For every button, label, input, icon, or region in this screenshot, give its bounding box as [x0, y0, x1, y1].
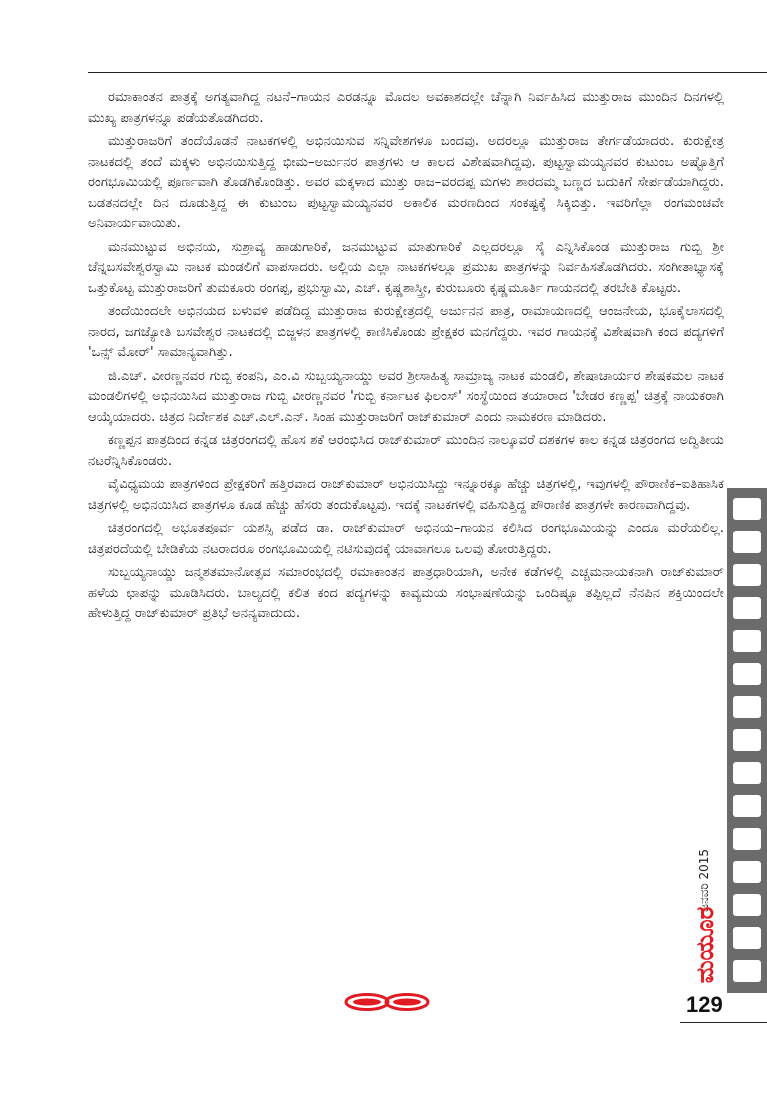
- masthead-logo: [687, 900, 721, 990]
- issue-date-text: ಜನವರಿ 2015: [697, 848, 712, 912]
- film-frame: [733, 960, 761, 982]
- film-frame: [733, 696, 761, 718]
- film-strip-decoration: [727, 488, 767, 993]
- film-frame: [733, 894, 761, 916]
- top-rule: [88, 72, 767, 73]
- film-frame: [733, 498, 761, 520]
- paragraph-8: ಚಿತ್ರರಂಗದಲ್ಲಿ ಅಭೂತಪೂರ್ವ ಯಶಸ್ಸಿ ಪಡೆದ ಡಾ. ರಾಜ್‌ಕುಮಾರ್ ಅಭಿನಯ–ಗಾಯನ ಕಲಿಸಿದ ರಂಗಭೂಮಿಯನ್ನು ಎಂದೂ ಮರೆಯಲಿಲ್ಲ. ಚಿತ್ರಪರದೆಯಲ್ಲಿ ಬೇಡಿಕೆಯ ನಟರಾದರೂ ರಂಗಭೂಮಿಯಲ್ಲಿ ನಟಿಸುವುದಕ್ಕೆ ಯಾವಾಗಲೂ ಒಲವು ತೋರುತ್ತಿದ್ದರು.: [88, 521, 724, 557]
- article-body: [88, 88, 724, 628]
- paragraph-5: ಜಿ.ಎಚ್. ವೀರಣ್ಣನವರ ಗುಬ್ಬಿ ಕಂಪನಿ, ಎಂ.ವಿ ಸುಬ್ಬಯ್ಯನಾಯ್ಡು ಅವರ ಶ್ರೀಸಾಹಿತ್ಯ ಸಾಮ್ರಾಜ್ಯ ನಾಟಕ ಮಂಡಲಿ, ಶೇಷಾಚಾರ್ಯರ ಶೇಷಕಮಲ ನಾಟಕ ಮಂಡಲಿಗಳಲ್ಲಿ ಅಭಿನಯಿಸಿದ ಮುತ್ತುರಾಜ ಗುಬ್ಬಿ ವೀರಣ್ಣನವರ 'ಗುಬ್ಬಿ ಕರ್ನಾಟಕ ಫಿಲಂಸ್' ಸಂಸ್ಥೆಯಿಂದ ತಯಾರಾದ 'ಬೇಡರ ಕಣ್ಣಪ್ಪ' ಚಿತ್ರಕ್ಕೆ ನಾಯಕರಾಗಿ ಆಯ್ಕೆಯಾದರು. ಚಿತ್ರದ ನಿರ್ದೇಶಕ ಎಚ್.ಎಲ್.ಎನ್. ಸಿಂಹ ಮುತ್ತುರಾಜರಿಗೆ ರಾಜ್‌ಕುಮಾರ್ ಎಂದು ನಾಮಕರಣ ಮಾಡಿದರು.: [88, 368, 724, 425]
- film-frame: [733, 795, 761, 817]
- film-frame: [733, 630, 761, 652]
- film-frame: [733, 531, 761, 553]
- film-frame: [733, 828, 761, 850]
- film-frame: [733, 927, 761, 949]
- paragraph-1: ರಮಾಕಾಂತನ ಪಾತ್ರಕ್ಕೆ ಅಗತ್ಯವಾಗಿದ್ದ ನಟನೆ–ಗಾಯನ ಎರಡನ್ನೂ ಮೊದಲ ಅವಕಾಶದಲ್ಲೇ ಚೆನ್ನಾಗಿ ನಿರ್ವಹಿಸಿದ ಮುತ್ತುರಾಜ ಮುಂದಿನ ದಿನಗಳಲ್ಲಿ ಮುಖ್ಯ ಪಾತ್ರಗಳನ್ನೂ ಪಡೆಯತೊಡಗಿದರು.: [88, 90, 724, 126]
- paragraph-3: ಮನಮುಟ್ಟುವ ಅಭಿನಯ, ಸುಶ್ರಾವ್ಯ ಹಾಡುಗಾರಿಕೆ, ಜನಮುಟ್ಟುವ ಮಾತುಗಾರಿಕೆ ಎಲ್ಲದರಲ್ಲೂ ಸೈ ಎನ್ನಿಸಿಕೊಂಡ ಮುತ್ತುರಾಜ ಗುಬ್ಬಿ ಶ್ರೀ ಚೆನ್ನಬಸವೇಶ್ವರಸ್ವಾಮಿ ನಾಟಕ ಮಂಡಲಿಗೆ ವಾಪಸಾದರು. ಅಲ್ಲಿಯ ಎಲ್ಲಾ ನಾಟಕಗಳಲ್ಲೂ ಪ್ರಮುಖ ಪಾತ್ರಗಳನ್ನು ನಿರ್ವಹಿಸತೊಡಗಿದರು. ಸಂಗೀತಾಭ್ಯಾಸಕ್ಕೆ ಒತ್ತುಕೊಟ್ಟ ಮುತ್ತುರಾಜರಿಗೆ ತುಮಕೂರು ರಂಗಪ್ಪ, ಪ್ರಭುಸ್ವಾಮಿ, ಎಚ್. ಕೃಷ್ಣಶಾಸ್ತ್ರೀ, ಕುರುಬೂರು ಕೃಷ್ಣಮೂರ್ತಿ ಗಾಯನದಲ್ಲಿ ತರಬೇತಿ ಕೊಟ್ಟರು.: [88, 239, 724, 296]
- paragraph-2: ಮುತ್ತುರಾಜರಿಗೆ ತಂದೆಯೊಡನೆ ನಾಟಕಗಳಲ್ಲಿ ಅಭಿನಯಿಸುವ ಸನ್ನಿವೇಶಗಳೂ ಬಂದವು. ಅದರಲ್ಲೂ ಮುತ್ತುರಾಜ ತೇರ್ಗಡೆಯಾದರು. ಕುರುಕ್ಷೇತ್ರ ನಾಟಕದಲ್ಲಿ ತಂದೆ ಮಕ್ಕಳು ಅಭಿನಯಿಸುತ್ತಿದ್ದ ಭೀಮ–ಅರ್ಜುನರ ಪಾತ್ರಗಳು ಆ ಕಾಲದ ವಿಶೇಷವಾಗಿದ್ದವು. ಪುಟ್ಟಸ್ವಾಮಯ್ಯನವರ ಕುಟುಂಬ ಅಷ್ಟೊತ್ತಿಗೆ ರಂಗಭೂಮಿಯಲ್ಲಿ ಪೂರ್ಣವಾಗಿ ತೊಡಗಿಕೊಂಡಿತ್ತು. ಅವರ ಮಕ್ಕಳಾದ ಮುತ್ತು ರಾಜ–ವರದಪ್ಪ ಮಗಳು ಶಾರದಮ್ಮ ಬಣ್ಣದ ಬದುಕಿಗೆ ಸೇರ್ಪಡೆಯಾಗಿದ್ದರು. ಬಡತನದಲ್ಲೇ ದಿನ ದೂಡುತ್ತಿದ್ದ ಈ ಕುಟುಂಬ ಪುಟ್ಟಸ್ವಾಮಯ್ಯನವರ ಅಕಾಲಿಕ ಮರಣದಿಂದ ಸಂಕಷ್ಟಕ್ಕೆ ಸಿಕ್ಕಿಬಿತ್ತು. ಇವರಿಗೆಲ್ಲಾ ರಂಗಮಂಚವೇ ಅನಿವಾರ್ಯವಾಯಿತು.: [88, 134, 724, 231]
- masthead-logo-text: ಮಯೂರ: [691, 906, 719, 984]
- paragraph-7: ವೈವಿಧ್ಯಮಯ ಪಾತ್ರಗಳಿಂದ ಪ್ರೇಕ್ಷಕರಿಗೆ ಹತ್ತಿರವಾದ ರಾಜ್‌ಕುಮಾರ್ ಅಭಿನಯಿಸಿದ್ದು ಇನ್ನೂರಕ್ಕೂ ಹೆಚ್ಚು ಚಿತ್ರಗಳಲ್ಲಿ, ಇವುಗಳಲ್ಲಿ ಪೌರಾಣಿಕ–ಐತಿಹಾಸಿಕ ಚಿತ್ರಗಳಲ್ಲಿ ಅಭಿನಯಿಸಿದ ಪಾತ್ರಗಳೂ ಕೂಡ ಹೆಚ್ಚು ಹೆಸರು ತಂದುಕೊಟ್ಟವು. ಇದಕ್ಕೆ ನಾಟಕಗಳಲ್ಲಿ ವಹಿಸುತ್ತಿದ್ದ ಪೌರಾಣಿಕ ಪಾತ್ರಗಳೇ ಕಾರಣವಾಗಿದ್ದವು.: [88, 477, 724, 513]
- film-frame: [733, 597, 761, 619]
- film-frame: [733, 861, 761, 883]
- film-frame: [733, 564, 761, 586]
- paragraph-9: ಸುಬ್ಬಯ್ಯನಾಯ್ಡು ಜನ್ಮಶತಮಾನೋತ್ಸವ ಸಮಾರಂಭದಲ್ಲಿ ರಮಾಕಾಂತನ ಪಾತ್ರಧಾರಿಯಾಗಿ, ಅನೇಕ ಕಡೆಗಳಲ್ಲಿ ಎಚ್ಚಮನಾಯಕನಾಗಿ ರಾಜ್‌ಕುಮಾರ್ ಹಳೆಯ ಛಾಪನ್ನು ಮೂಡಿಸಿದರು. ಬಾಲ್ಯದಲ್ಲಿ ಕಲಿತ ಕಂದ ಪದ್ಯಗಳನ್ನು ಕಾವ್ಯಮಯ ಸಂಭಾಷಣೆಯನ್ನು ಒಂದಿಷ್ಟೂ ತಪ್ಪಿಲ್ಲದೆ ನೆನಪಿನ ಶಕ್ತಿಯಿಂದಲೇ ಹೇಳುತ್ತಿದ್ದ ರಾಜ್‌ಕುಮಾರ್ ಪ್ರತಿಭೆ ಅನನ್ಯವಾದುದು.: [88, 565, 724, 621]
- film-frame: [733, 762, 761, 784]
- page-ornament: [337, 990, 437, 1014]
- paragraph-4: ತಂದೆಯಿಂದಲೇ ಅಭಿನಯದ ಬಳುವಳಿ ಪಡೆದಿದ್ದ ಮುತ್ತುರಾಜ ಕುರುಕ್ಷೇತ್ರದಲ್ಲಿ ಅರ್ಜುನನ ಪಾತ್ರ, ರಾಮಾಯಣದಲ್ಲಿ ಆಂಜನೇಯ, ಭೂಕೈಲಾಸದಲ್ಲಿ ನಾರದ, ಜಗಜ್ಯೋತಿ ಬಸವೇಶ್ವರ ನಾಟಕದಲ್ಲಿ ಬಿಜ್ಜಳನ ಪಾತ್ರಗಳಲ್ಲಿ ಕಾಣಿಸಿಕೊಂಡು ಪ್ರೇಕ್ಷಕರ ಮನಗೆದ್ದರು. ಇವರ ಗಾಯನಕ್ಕೆ ವಿಶೇಷವಾಗಿ ಕಂದ ಪದ್ಯಗಳಿಗೆ 'ಒನ್ಸ್ ಮೋರ್' ಸಾಮಾನ್ಯವಾಗಿತ್ತು.: [88, 304, 724, 360]
- paragraph-6: ಕಣ್ಣಪ್ಪನ ಪಾತ್ರದಿಂದ ಕನ್ನಡ ಚಿತ್ರರಂಗದಲ್ಲಿ ಹೊಸ ಶಕೆ ಆರಂಭಿಸಿದ ರಾಜ್‌ಕುಮಾರ್ ಮುಂದಿನ ನಾಲ್ಕೂವರೆ ದಶಕಗಳ ಕಾಲ ಕನ್ನಡ ಚಿತ್ರರಂಗದ ಅದ್ವಿತೀಯ ನಟರೆನ್ನಿಸಿಕೊಂಡರು.: [88, 433, 724, 469]
- page-number: 129: [686, 992, 723, 1017]
- film-frame: [733, 729, 761, 751]
- bottom-rule: [680, 1022, 767, 1023]
- film-frame: [733, 663, 761, 685]
